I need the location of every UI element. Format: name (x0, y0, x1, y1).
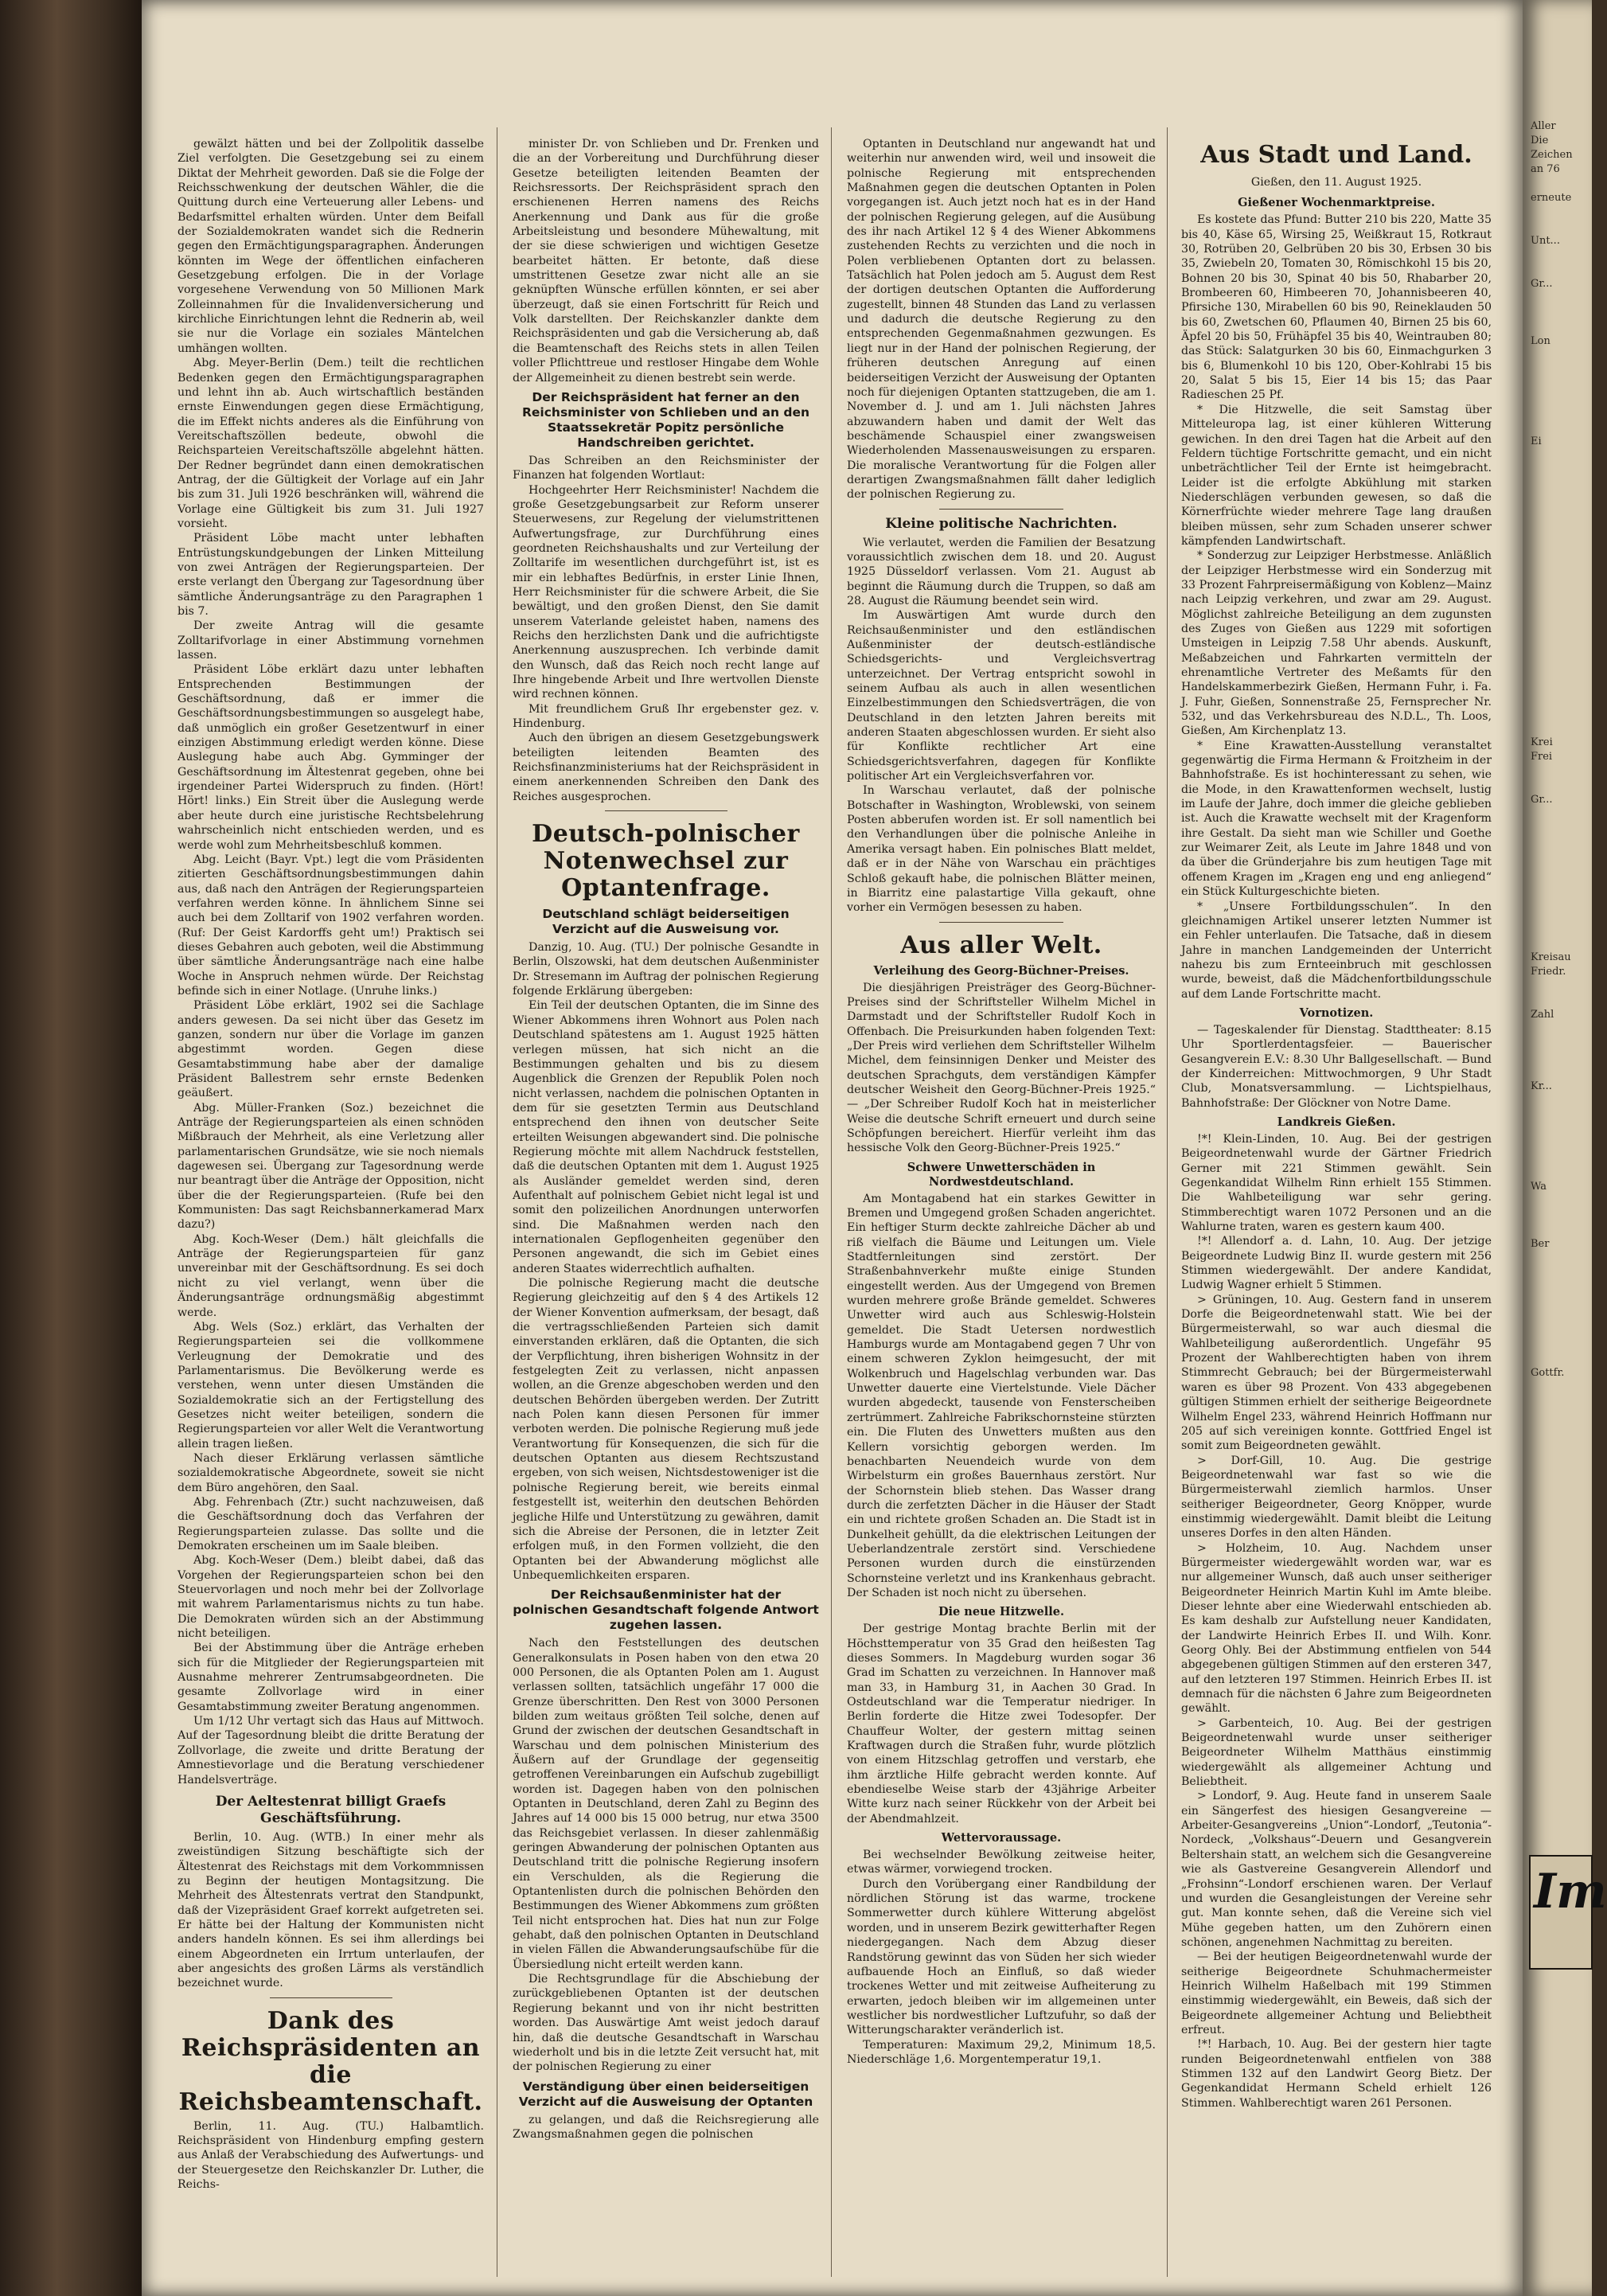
paragraph: * Die Hitzwelle, die seit Samstag über Mitteleuropa lag, ist einer kühleren Witterung gewichen. In den drei Tagen hat die Arbeit auf den Feldern tüchtige Fortschritte gemacht, und ein nicht unbeträchtlicher Teil der Ernte ist heimgebracht. Leider ist die erfolgte Abkühlung mit starken Niederschlägen verbunden gewesen, so daß die Körnerfrüchte wieder mehrere Tage lang draußen bleiben müssen, sehr zum Schaden unserer schwer kämpfenden Landwirtschaft. (1181, 403, 1496, 548)
column-3-paragraphs-3 (847, 981, 1160, 1156)
subhead-wochenmarktpreise: Gießener Wochenmarktpreise. (1238, 196, 1435, 210)
paragraph: Danzig, 10. Aug. (TU.) Der polnische Gesandte in Berlin, Olszowski, hat dem deutschen Außenminister Dr. Stresemann im Auftrag der polnischen Regierung folgende Erklärung übergeben: (513, 941, 823, 998)
adjacent-page-fragment: Zeichen (1531, 149, 1573, 161)
paragraph: Abg. Leicht (Bayr. Vpt.) legt die vom Präsidenten zitierten Geschäftsordnungsbestimmungen dahin aus, daß nach den Anträgen der Regierungsparteien verfahren werden könne. In ähnlichem Sinne sei auch bei dem Zolltarif von 1902 verfahren worden. (Ruf: Der Geist Kardorffs geht um!) Praktisch sei dieses Gebahren auch geboten, weil die Abstimmung über sämtliche Änderungsanträge nach eine halbe Woche in Anspruch nehmen würde. Der Reichstag befinde sich in einer Notlage. (Unruhe links.) (177, 853, 488, 998)
paragraph: !*! Harbach, 10. Aug. Bei der gestern hier tagte runden Beigeordnetenwahl entfielen von 388 Stimmen 132 auf den Landwirt Georg Bietz. Der Gegenkandidat Hermann Scheld erhielt 126 Stimmen. Wahlberechtigt waren 261 Personen. (1181, 2038, 1496, 2110)
adjacent-page-fragment: Frei (1531, 751, 1553, 763)
adjacent-page-fragment: Kreisau (1531, 951, 1571, 963)
adjacent-page-advertisement (1529, 1855, 1607, 1970)
paragraph: Ein Teil der deutschen Optanten, die im Sinne des Wiener Abkommens ihren Wohnort aus Polen nach Deutschland spätestens am 1. August 1925 hätten verlegen müssen, hat sich nicht an die Bestimmungen gehalten und bis zu diesem Augenblick die Grenzen der Republik Polen noch nicht verlassen, nachdem die polnischen Optanten in dem für sie gesetzten Termin aus Deutschland entsprechend den ihnen von deutscher Seite erteilten Weisungen abgewandert sind. Die polnische Regierung möchte mit allem Nachdruck feststellen, daß die deutschen Optanten mit dem 1. August 1925 als Ausländer gemeldet werden sind, deren Aufenthalt auf polnischem Gebiet nicht legal ist und somit den polizeilichen Anordnungen unterworfen sind. Die Maßnahmen werden nach den internationalen Gepflogenheiten gegenüber den Personen angewandt, die sich im Gebiet eines anderen Staates widerrechtlich aufhalten. (513, 999, 823, 1275)
column-3-paragraphs-6 (847, 1848, 1160, 2067)
adjacent-page-fragment: Friedr. (1531, 966, 1566, 978)
dateline: Gießen, den 11. August 1925. (1250, 176, 1422, 189)
paragraph: — Tageskalender für Dienstag. Stadttheater: 8.15 Uhr Sportlerdentagsfeier. — Bauerischer Gesangverein E.V.: 8.30 Uhr Ballgesellschaft. — Bund der Kinderreichen: Mittwochmorgen, 9 Uhr Stadt Club, Monatsversammlung. — Lichtspielhaus, Bahnhofstraße: Der Glöckner von Notre Dame. (1181, 1023, 1496, 1110)
paragraph: Um 1/12 Uhr vertagt sich das Haus auf Mittwoch. Auf der Tagesordnung bleibt die dritte Beratung der Zollvorlage, die zweite und dritte Beratung der Amnestievorlage und die Beratung verschiedener Handelsverträge. (177, 1715, 488, 1786)
column-rule (831, 127, 832, 2277)
paragraph: Nach den Feststellungen des deutschen Generalkonsulats in Posen haben von den etwa 20 000 Personen, die als Optanten Polen am 1. August verlassen sollten, tatsächlich ungefähr 17 000 die Grenze überschritten. Den Rest von 3000 Personen bilden zum weitaus größten Teil solche, denen auf Grund der zwischen der deutschen Gesandtschaft in Warschau und dem polnischen Ministerium des Äußern auf der Grundlage der gegenseitig getroffenen Vereinbarungen ein Aufschub zugebilligt worden ist. Dagegen haben von den polnischen Optanten in Deutschland, deren Zahl zu Beginn des Jahres auf 14 000 bis 15 000 betrug, nur etwa 3500 das Reichsgebiet verlassen. In dieser zahlenmäßig geringen Abwanderung der polnischen Optanten aus Deutschland tritt die polnische Regierung insofern ein Verschulden, als die Regierung die Optantenlisten durch die polnischen Behörden den Bestimmungen des Wiener Abkommens zum größten Teil nicht entsprochen hat. Dies hat nun zur Folge gehabt, daß den polnischen Optanten in Deutschland in vielen Fällen die Abwanderungsaufschübe für die Übersiedlung nicht erteilt werden kann. (513, 1637, 823, 1971)
paragraph: Temperaturen: Maximum 29,2, Minimum 18,5. Niederschläge 1,6. Morgentemperatur 19,1. (847, 2038, 1160, 2066)
adjacent-page-fragment: Zahl (1531, 1009, 1554, 1021)
adjacent-page-fragment: Gottfr. (1531, 1367, 1565, 1379)
paragraph: Bei wechselnder Bewölkung zeitweise heiter, etwas wärmer, vorwiegend trocken. (847, 1849, 1160, 1876)
advertisement-lettering: Im (1534, 1864, 1607, 1919)
column-2-paragraphs-2 (513, 940, 823, 1583)
book-spine (0, 0, 142, 2296)
paragraph: Wie verlautet, werden die Familien der Besatzung voraussichtlich zwischen dem 18. und 20. August 1925 Düsseldorf verlassen. Vom 21. August ab beginnt die Räumung durch die Truppen, so daß am 28. August die Räumung beendet sein wird. (847, 536, 1160, 607)
heading-aus-aller-welt: Aus aller Welt. (900, 931, 1102, 959)
paragraph: * „Unsere Fortbildungsschulen“. In den gleichnamigen Artikel unserer letzten Nummer ist ein Fehler unterlaufen. Die Tatsache, daß in diesem Jahre in manchen Landgemeinden der Unterricht nahezu bis zum Ernteeinbruch mit geschlossen wurde, beweist, daß die Mädchenfortbildungsschule auf dem Lande Fortschritte macht. (1181, 900, 1496, 1001)
column-1 (177, 137, 488, 2278)
paragraph: > Garbenteich, 10. Aug. Bei der gestrigen Beigeordnetenwahl wurde unser seitheriger Beigeordneter Wilhelm Matthäus einstimmig wiedergewählt als allgemeiner Achtung und Beliebtheit. (1181, 1716, 1496, 1789)
column-2-paragraphs-4 (513, 2113, 823, 2142)
heading-aeltestenrat: Der Aeltestenrat billigt Graefs Geschäftsführung. (215, 1793, 447, 1826)
adjacent-page-text (1531, 119, 1586, 1380)
adjacent-page-fragment: erneute (1531, 192, 1572, 204)
paragraph: gewälzt hätten und bei der Zollpolitik dasselbe Ziel verfolgten. Die Gesetzgebung sei zu einem Diktat der Mehrheit geworden. Daß sie die Folge der Reichsschwenkung der deutschen Wähler, die die Quittung durch eine Verteuerung aller Lebens- und Bedarfsmittel erhalten würden. Unter dem Beifall der Sozialdemokraten wandet sich die Rednerin gegen den Ermächtigungsparagraphen. Änderungen könnten im Wege der öffentlichen einfacheren Gesetzgebung erfolgen. Die in der Vorlage vorgesehene Verwendung von 50 Millionen Mark Zolleinnahmen für die Invalidenversicherung und kirchliche Einrichtungen lehnt die Rednerin ab, weil sie nur die Vorlage ein soziales Mäntelchen umhängen wollten. (177, 138, 488, 355)
adjacent-page-fragment: Ei (1531, 435, 1542, 447)
paragraph: Abg. Meyer-Berlin (Dem.) teilt die rechtlichen Bedenken gegen den Ermächtigungsparagraphen und lehnt ihn ab. Auch wirtschaftlich beständen ernste Einwendungen gegen diese Ermächtigung, die im Effekt nichts anderes als die Einführung von Vereitschaftszöllen bedeute, obwohl die Reichsparteien Vereitschaftszölle abgelehnt hätten. Der Redner begründet dann einen demokratischen Antrag, der die Gültigkeit der Vorlage auf ein Jahr bis zum 31. Juli 1926 beschränken will, während die Vorlage eine Gültigkeit bis zum 31. Juli 1927 vorsieht. (177, 357, 488, 530)
paragraph: Optanten in Deutschland nur angewandt hat und weiterhin nur anwenden wird, weil und insoweit die polnische Regierung mit entsprechenden Maßnahmen gegen die deutschen Optanten in Polen vorgegangen ist. Auch jetzt noch hat es in der Hand der polnischen Regierung gelegen, auf die Ausübung des ihr nach Artikel 12 § 4 des Wiener Abkommens zustehenden Rechts zu verzichten und die noch in Polen verbliebenen Optanten dort zu belassen. Tatsächlich hat Polen jedoch am 5. August dem Rest der dortigen deutschen Optanten die Aufforderung zugestellt, binnen 48 Stunden das Land zu verlassen und dadurch die deutsche Regierung zu den entsprechenden Gegenmaßnahmen gezwungen. Es liegt nur in der Hand der polnischen Regierung, der früheren deutschen Anregung auf einen beiderseitigen Verzicht der Ausweisung der Optanten noch für diejenigen Optanten stattzugeben, die am 1. November d. J. und am 1. Juli nächsten Jahres abzuwandern haben und damit der Welt das beschämende Schauspiel einer zwangsweisen Wiederholenden Massenausweisungen zu ersparen. Die moralische Verantwortung für die Folgen aller derartigen Zwangsmaßnahmen fällt daher lediglich der polnischen Regierung zu. (847, 138, 1160, 502)
heading-kleine-nachrichten: Kleine politische Nachrichten. (885, 515, 1117, 532)
paragraph: Es kostete das Pfund: Butter 210 bis 220, Matte 35 bis 40, Käse 65, Wirsing 25, Weißkraut 15, Rotkraut 30, Rotrüben 20, Gelbrüben 20 bis 30, Erbsen 30 bis 35, Zwiebeln 20, Tomaten 30, Römischkohl 15 bis 20, Bohnen 20 bis 30, Spinat 40 bis 50, Rhabarber 20, Brombeeren 60, Himbeeren 70, Johannisbeeren 40, Pfirsiche 130, Mirabellen 60 bis 90, Reineklauden 50 bis 60, Zwetschen 60, Pflaumen 40, Birnen 25 bis 60, Äpfel 20 bis 50, Frühäpfel 35 bis 40, Weintrauben 80; das Stück: Salatgurken 30 bis 60, Einmachgurken 3 bis 6, Blumenkohl 10 bis 120, Ober-Kohlrabi 15 bis 20, Salat 5 bis 15, Eier 14 bis 15; das Paar Radieschen 25 Pf. (1181, 213, 1496, 402)
adjacent-page-fragment: Unt... (1531, 235, 1560, 247)
adjacent-page-edge (1523, 0, 1607, 2296)
paragraph: Hochgeehrter Herr Reichsminister! Nachdem die große Gesetzgebungsarbeit zur Reform unserer Steuerwesens, zur Regelung der vielumstrittenen Aufwertungsfrage, zur Durchführung eines geordneten Reichshaushalts und zur Verteilung der Zolltarife im wesentlichen durchgeführt ist, ist es mir ein lebhaftes Bedürfnis, in erster Linie Ihnen, Herr Reichsminister für die schwere Arbeit, die Sie bewältigt, und den großen Dienst, den Sie damit unserem Vaterlande geleistet haben, namens des Reichs den herzlichsten Dank und die aufrichtigste Anerkennung auszusprechen. Ich verbinde damit den Wunsch, daß das Reich noch recht lange auf Ihre hingebende Arbeit und Ihre wertvollen Dienste wird rechnen können. (513, 483, 823, 701)
adjacent-page-fragment: Gr... (1531, 794, 1553, 806)
paragraph: Der gestrige Montag brachte Berlin mit der Höchsttemperatur von 35 Grad den heißesten Tag dieses Sommers. In Magdeburg wurden sogar 36 Grad im Schatten zu verzeichnen. In Hannover maß man 33, in Hamburg 31, in Aachen 30 Grad. In Ostdeutschland war die Temperatur niedriger. In Berlin forderte die Hitze zwei Todesopfer. Der Chauffeur Wolter, der gestern mittag seinen Kraftwagen durch die Straßen fuhr, wurde plötzlich von einem Hitzschlag getroffen und verstarb, ehe ihm ärztliche Hilfe gebracht werden konnte. Auf ebendieselbe Weise starb der 43jährige Arbeiter Witte kurz nach seiner Rückkehr von der Arbeit bei der Abendmahlzeit. (847, 1622, 1160, 1825)
subhead-verzicht: Deutschland schlägt beiderseitigen Verzicht auf die Ausweisung vor. (542, 907, 790, 937)
paragraph: * Eine Krawatten-Ausstellung veranstaltet gegenwärtig die Firma Hermann & Froitzheim in der Bahnhofstraße. Es ist hochinteressant zu sehen, wie die Mode, in den Krawattenformen wechselt, lustig im Laufe der Jahre, doch immer die gleiche geblieben ist. Auch die Krawatte wechselt mit der Kragenform ihre Gestalt. Da sieht man wie Schiller und Goethe zur Weimarer Zeit, als Leute im Jahre 1848 und von da über die Gründerjahre bis zum heutigen Tage mit offenem Kragen im „Kragen eng und eng anliegend“ ein Stück Kulturgeschichte bieten. (1181, 739, 1496, 899)
column-3 (847, 137, 1160, 2278)
adjacent-page-fragment: Kr... (1531, 1080, 1552, 1092)
adjacent-page-fragment: Wa (1531, 1181, 1547, 1193)
paragraph: Präsident Löbe erklärt dazu unter lebhaften Entsprechenden Bestimmungen der Geschäftsordnung, daß er immer die Geschäftsordnungsbestimmungen so ausgelegt habe, daß unmöglich ein großer Gesetzentwurf in einer einzigen Abstimmung erledigt werden könne. Diese Auslegung habe auch Abg. Gymminger der Geschäftsordnung im Ältestenrat gegeben, ohne bei irgendeiner Partei Widerspruch zu finden. (Hört! Hört! links.) Ein Streit über die Auslegung werde aber heute durch eine juristische Rechtsbelehrung wahrscheinlich nicht entschieden werden, und es werde wohl zum Mehrheitsbeschluß kommen. (177, 663, 488, 852)
subhead-unwetter: Schwere Unwetterschäden in Nordwestdeutschland. (907, 1160, 1096, 1189)
column-3-paragraphs-4 (847, 1192, 1160, 1601)
adjacent-page-fragment: Gr... (1531, 278, 1553, 290)
paragraph: Am Montagabend hat ein starkes Gewitter in Bremen und Umgegend großen Schaden angerichtet. Ein heftiger Sturm deckte zahlreiche Dächer ab und riß vielfach die Bäume und Leitungen um. Viele Stadtfernleitungen sind zerstört. Der Straßenbahnverkehr mußte einige Stunden eingestellt werden. Aus der Umgegend von Bremen wurden mehrere große Brände gemeldet. Schweres Unwetter wird auch aus Schleswig-Holstein gemeldet. Die Stadt Uetersen nordwestlich Hamburgs wurde am Montagabend gegen 7 Uhr von einem schweren Zyklon heimgesucht, der mit Wolkenbruch und Hagelschlag verbunden war. Das Unwetter dauerte eine Viertelstunde. Viele Dächer wurden abgedeckt, tausende von Fensterscheiben zertrümmert. Zahlreiche Fabrikschornsteine stürzten ein. Die Fluten des Unwetters mußten aus den Kellern vorsichtig geborgen werden. Im benachbarten Neuendeich wurde von dem Wirbelsturm ein großes Bauernhaus zerstört. Nur der Schornstein blieb stehen. Das Wasser drang durch die zerfetzten Dächer in die Häuser der Stadt ein und richtete großen Schaden an. Die Stadt ist in Dunkelheit gehüllt, da die elektrischen Leitungen der Ueberlandzentrale zerstört sind. Verschiedene Personen wurden durch die einstürzenden Schornsteine verletzt und ins Krankenhaus gebracht. Der Schaden ist noch nicht zu übersehen. (847, 1192, 1160, 1599)
column-2 (513, 137, 823, 2278)
subhead-wettervoraussage: Wettervoraussage. (941, 1831, 1062, 1845)
paragraph: Berlin, 11. Aug. (TU.) Halbamtlich. Reichspräsident von Hindenburg empfing gestern aus Anlaß der Verabschiedung des Aufwertungs- und der Steuergesetze den Reichskanzler Dr. Luther, die Reichs- (177, 2119, 488, 2191)
paragraph: Abg. Koch-Weser (Dem.) bleibt dabei, daß das Vorgehen der Regierungsparteien schon bei den Steuervorlagen und noch mehr bei der Zollvorlage mit wahrem Parlamentarismus nichts zu tun habe. Die Demokraten würden sich an der Abstimmung nicht beteiligen. (177, 1554, 488, 1641)
heading-aus-stadt-und-land: Aus Stadt und Land. (1200, 141, 1472, 169)
column-2-paragraphs (513, 137, 823, 385)
heading-dank-reichspraesident: Dank des Reichspräsidenten an die Reichsbeamtenschaft. (178, 2006, 483, 2116)
column-2-paragraphs-3 (513, 1636, 823, 2074)
paragraph: * Sonderzug zur Leipziger Herbstmesse. Anläßlich der Leipziger Herbstmesse wird ein Sonderzug mit 33 Prozent Fahrpreisermäßigung von Koblenz—Mainz nach Leipzig verkehren, und zwar am 29. August. Möglichst zahlreiche Beteiligung an dem zugunsten des Zuges von Gießen aus 1229 mit sofortigen Umsteigen in Leipzig 7.58 Uhr abends. Auskunft, Meßabzeichen und Fahrkarten vermitteln der ehrenamtliche Vertreter des Meßamts für den Handelskammerbezirk Gießen, Hermann Fuhr, i. Fa. J. Fuhr, Gießen, Sonnenstraße 25, Fernsprecher Nr. 532, und das Verkehrsbureau des N.D.L., Th. Loos, Gießen, Am Kirchenplatz 13. (1181, 549, 1496, 738)
adjacent-page-fragment: Ber (1531, 1238, 1550, 1250)
paragraph: > Dorf-Gill, 10. Aug. Die gestrige Beigeordnetenwahl war fast so wie die Bürgermeisterwahl ziemlich harmlos. Unser seitheriger Beigeordneter, Georg Knöpper, wurde einstimmig wiedergewählt. Damit bleibt die Leitung unseres Dorfes in den alten Händen. (1181, 1454, 1496, 1540)
separator (605, 810, 727, 811)
column-3-paragraphs (847, 137, 1160, 502)
adjacent-page-fragment: an 76 (1531, 163, 1560, 175)
paragraph: Mit freundlichem Gruß Ihr ergebenster gez. v. Hindenburg. (513, 702, 823, 731)
paragraph: !*! Klein-Linden, 10. Aug. Bei der gestrigen Beigeordnetenwahl wurde der Gärtner Friedrich Gerner mit 221 Stimmen gewählt. Sein Gegenkandidat Wilhelm Rinn erhielt 155 Stimmen. Die Wahlbeteiligung war sehr gering. Stimmberechtigt waren 1072 Personen und an die Wahlurne traten, waren es gestern kaum 400. (1181, 1132, 1496, 1234)
adjacent-page-fragment: Aller (1531, 120, 1556, 132)
paragraph: Der zweite Antrag will die gesamte Zolltarifvorlage in einer Abstimmung vornehmen lassen. (177, 619, 488, 662)
subhead-handschreiben: Der Reichspräsident hat ferner an den Reichsminister von Schlieben und an den Staatssekretär Popitz persönliche Handschreiben gerichtet. (521, 389, 810, 450)
subhead-vornotizen: Vornotizen. (1299, 1005, 1374, 1020)
subhead-verstaendigung: Verständigung über einen beiderseitigen Verzicht auf die Ausweisung der Optanten (518, 2079, 813, 2109)
separator (939, 509, 1063, 510)
paragraph: — Bei der heutigen Beigeordnetenwahl wurde der seitherige Beigeordnete Schuhmachermeister Heinrich Wilhelm Haßelbach mit 199 Stimmen einstimmig wiedergewählt, ein Beweis, daß sich der Beigeordnete allgemeiner Achtung und Beliebtheit erfreut. (1181, 1950, 1496, 2036)
paragraph: > Grüningen, 10. Aug. Gestern fand in unserem Dorfe die Beigeordnetenwahl statt. Wie bei der Bürgermeisterwahl, so war auch diesmal die Wahlbeteiligung außerordentlich. Ungefähr 95 Prozent der Wahlberechtigten haben von ihrem Stimmrecht Gebrauch; bei der Bürgermeisterwahl waren es über 98 Prozent. Von 433 abgegebenen gültigen Stimmen erhielt der seitherige Beigeordnete Wilhelm Engel 233, während Heinrich Hoffmann nur 205 auf sich vereinigen konnte. Gottfried Engel ist somit zum Beigeordneten gewählt. (1181, 1293, 1496, 1453)
paragraph: minister Dr. von Schlieben und Dr. Frenken und die an der Vorbereitung und Durchführung dieser Gesetze beteiligten leitenden Beamten der Reichsressorts. Der Reichspräsident sprach den erschienenen Herren namens des Reichs Anerkennung und Dank aus für die große Arbeitsleistung und besondere Mühewaltung, mit der sie diese schwierigen und wichtigen Gesetze bearbeitet hätten. Er betonte, daß diese umstrittenen Gesetze zwar nicht alle an sie geknüpften Wünsche erfüllen könnten, er sei aber überzeugt, daß sie einen Fortschritt für Reich und Volk darstellten. Der Reichskanzler dankte dem Reichspräsidenten und gab die Versicherung ab, daß die Beamtenschaft des Reichs stets in allen Teilen voller Pflichttreue und restloser Hingabe dem Wohle der Allgemeinheit zu dienen bestrebt sein werde. (513, 138, 823, 385)
column-4-paragraphs-3 (1181, 1023, 1496, 1111)
column-1-paragraphs-3 (177, 2119, 488, 2193)
heading-notenwechsel: Deutsch-polnischer Notenwechsel zur Optantenfrage. (532, 820, 800, 903)
paragraph: Im Auswärtigen Amt wurde durch den Reichsaußenminister und den estländischen Außenminister der deutsch-estländische Schiedsgerichts- und Vergleichsvertrag unterzeichnet. Der Vertrag entspricht sowohl in seinem Aufbau als auch in allen wesentlichen Einzelbestimmungen den Schiedsverträgen, die von Deutschland in den letzten Jahren bereits mit anderen Staaten abgeschlossen wurden. Er sieht also für Konflikte rechtlicher Art eine Schiedsgerichtsverfahren, dagegen für Konflikte politischer Art ein Vergleichsverfahren vor. (847, 609, 1160, 783)
adjacent-page-fragment: Lon (1531, 335, 1550, 347)
paragraph: Nach dieser Erklärung verlassen sämtliche sozialdemokratische Abgeordnete, soweit sie nicht dem Büro angehören, den Saal. (177, 1451, 488, 1494)
paragraph: Auch den übrigen an diesem Gesetzgebungswerk beteiligten leitenden Beamten des Reichsfinanzministeriums hat der Reichspräsident in einem anerkennenden Schreiben den Dank des Reiches ausgesprochen. (513, 732, 823, 803)
paragraph: Durch den Vorübergang einer Randbildung der nördlichen Störung ist das warme, trockene Sommerwetter durch kühlere Witterung abgelöst worden, und in unserem Bezirk gewitterhafter Regen niedergegangen. Nach dem Abzug dieser Randstörung gewinnt das von Süden her sich wieder aufbauende Hoch an Einfluß, so daß wieder trockenes Wetter und mit zeitweise Aufheiterung zu erwarten, jedoch bleiben wir im allgemeinen unter westlicher bis nordwestlicher Luftzufuhr, so daß der Witterungscharakter veränderlich ist. (847, 1877, 1160, 2037)
paragraph: Die diesjährigen Preisträger des Georg-Büchner-Preises sind der Schriftsteller Wilhelm Michel in Darmstadt und der Schriftsteller Rudolf Koch in Offenbach. Die Preisurkunden haben folgenden Text: „Der Preis wird verliehen dem Schriftsteller Wilhelm Michel, dem feinsinnigen Denker und Meister des deutschen Sprachguts, dem verständigen Kämpfer deutscher Weisheit den Georg-Büchner-Preis 1925.“ — „Der Schreiber Rudolf Koch hat in meisterlicher Weise die deutsche Schrift erneuert und durch seine Schöpfungen bereichert. Hierfür verleiht ihm das hessische Volk den Georg-Büchner-Preis 1925.“ (847, 981, 1160, 1155)
subhead-hitzwelle: Die neue Hitzwelle. (938, 1605, 1065, 1619)
column-4-paragraphs-2 (1181, 403, 1496, 1002)
paragraph: zu gelangen, und daß die Reichsregierung alle Zwangsmaßnahmen gegen die polnischen (513, 2113, 823, 2141)
adjacent-page-fragment: Krei (1531, 736, 1553, 748)
paragraph: Berlin, 10. Aug. (WTB.) In einer mehr als zweistündigen Sitzung beschäftigte sich der Ältestenrat des Reichstags mit dem Vorkommnissen zu Beginn der heutigen Montagsitzung. Die Mehrheit des Ältestenrats vertrat den Standpunkt, daß der Vizepräsident Graef korrekt aufgetreten sei. Er hätte bei der Haltung der Kommunisten nicht anders handeln können. Es sei ihm allerdings bei einem Abgeordneten ein Irrtum unterlaufen, der aber angesichts des großen Lärms als verständlich bezeichnet wurde. (177, 1830, 488, 1990)
column-4 (1181, 137, 1496, 2278)
paragraph: > Londorf, 9. Aug. Heute fand in unserem Saale ein Sängerfest des hiesigen Gesangvereine — Arbeiter-Gesangvereins „Union“-Londorf, „Teutonia“-Nordeck, „Volkshaus“-Deuern und Gesangverein Beltershain statt, an welchem sich die Gesangvereine wie als Gastvereine Gesangverein Allendorf und „Frohsinn“-Londorf erschienen waren. Der Verlauf und wurden die Gesangleistungen der Vereine sehr gut. Man konnte sehen, daß die Vereine sich viel Mühe gegeben hatten, um den Zuhörern einen schönen, angenehmen Nachmittag zu bereiten. (1181, 1790, 1496, 1949)
subhead-antwort: Der Reichsaußenminister hat der polnischen Gesandtschaft folgende Antwort zugehen lassen. (513, 1587, 819, 1633)
subhead-landkreis: Landkreis Gießen. (1277, 1115, 1396, 1129)
paragraph: Das Schreiben an den Reichsminister der Finanzen hat folgenden Wortlaut: (513, 454, 823, 482)
paragraph: Die polnische Regierung macht die deutsche Regierung gleichzeitig auf den § 4 des Artikels 12 der Wiener Konvention aufmerksam, der besagt, daß die vertragsschließenden Parteien sich damit einverstanden erklären, daß die Optanten, die sich der Verpflichtung, ihren bisherigen Wohnsitz in der festgelegten Zeit zu verlassen, nicht anpassen wollen, an die Grenze abgeschoben werden und den deutschen Behörden übergeben werden. Der Zutritt nach Polen kann diesen Personen für immer verboten werden. Die polnische Regierung muß jede Verantwortung für Konsequenzen, die sich für die deutschen Optanten aus diesem Rechtszustand ergeben, von sich weisen, Nichtsdestoweniger ist die polnische Regierung bereit, wie bereits einmal festgestellt ist, weiterhin den deutschen Behörden jegliche Hilfe und Unterstützung zu gewähren, damit sich die Abreise der Personen, die in letzter Zeit erfolgen muß, in den Formen vollzieht, die den Optanten bei der Abwanderung möglichst alle Unbequemlichkeiten ersparen. (513, 1277, 823, 1582)
paragraph: Abg. Wels (Soz.) erklärt, das Verhalten der Regierungsparteien sei die vollkommene Verleugnung der Demokratie und des Parlamentarismus. Die Bevölkerung werde es verstehen, wenn unter diesen Umständen die Sozialdemokratie sich an der Fertigstellung des Gesetzes nicht weiter beteiligen, sondern die Regierungsparteien vor aller Welt die Verantwortung allein tragen ließen. (177, 1320, 488, 1451)
column-rule (1167, 127, 1168, 2277)
adjacent-page-fragment: Die (1531, 135, 1549, 146)
paragraph: Die Rechtsgrundlage für die Abschiebung der zurückgebliebenen Optanten ist der deutschen Regierung bekannt und von ihr nicht bestritten worden. Das Auswärtige Amt weist jedoch darauf hin, daß die deutsche Gesandtschaft in Warschau wiederholt und bis in die letzte Zeit versucht hat, mit der polnischen Regierung zu einer (513, 1973, 823, 2074)
separator (939, 922, 1063, 923)
subhead-buechner-preis: Verleihung des Georg-Büchner-Preises. (873, 963, 1129, 978)
column-2-paragraphs-1b (513, 454, 823, 804)
column-4-paragraphs-4 (1181, 1132, 1496, 2111)
paragraph: Bei der Abstimmung über die Anträge erheben sich für die Mitglieder der Regierungsparteien mit Ausnahme mehrerer Zentrumsabgeordneten. Die gesamte Zollvorlage wird in einer Gesamtabstimmung zweiter Beratung angenommen. (177, 1642, 488, 1713)
paragraph: > Holzheim, 10. Aug. Nachdem unser Bürgermeister wiedergewählt worden war, war es nur allgemeiner Wunsch, daß auch unser seitheriger Beigeordneter Heinrich Martin Kuhl im Amte bleibe. Dieser lehnte aber eine Wiederwahl entschieden ab. Es kam deshalb zur Aufstellung neuer Kandidaten, der Landwirte Heinrich Erbes II. und Wilh. Konr. Georg Ohly. Bei der Abstimmung entfielen von 544 abgegebenen gültigen Stimmen auf den ersteren 347, auf den letzteren 197 Stimmen. Heinrich Erbes II. ist demnach für die nächsten 6 Jahre zum Beigeordneten gewählt. (1181, 1541, 1496, 1716)
paragraph: Präsident Löbe erklärt, 1902 sei die Sachlage anders gewesen. Da sei nicht über das Gesetz im ganzen, sondern nur über die Vorlage im ganzen abgestimmt worden. Gegen diese Gesamtabstimmung habe aber der damalige Präsident Ballestrem sehr ernste Bedenken geäußert. (177, 999, 488, 1100)
separator (270, 1997, 392, 1998)
column-1-paragraphs (177, 137, 488, 1787)
column-3-paragraphs-2 (847, 536, 1160, 916)
paragraph: Abg. Müller-Franken (Soz.) bezeichnet die Anträge der Regierungsparteien als einen schnöden Mißbrauch der Mehrheit, als eine Verletzung aller parlamentarischen Grundsätze, wie sie noch niemals dagewesen sei. Übergang zur Tagesordnung werde nur beantragt über die Anträge der Opposition, nicht über die der Regierungsparteien. (Rufe bei den Kommunisten: Das sagt Reichsbannerkamerad Marx dazu?) (177, 1101, 488, 1232)
column-4-paragraphs-1 (1181, 213, 1496, 402)
column-1-paragraphs-2 (177, 1830, 488, 1991)
paragraph: !*! Allendorf a. d. Lahn, 10. Aug. Der jetzige Beigeordnete Ludwig Binz II. wurde gestern mit 256 Stimmen wiedergewählt. Der andere Kandidat, Ludwig Wagner erhielt 5 Stimmen. (1181, 1235, 1496, 1292)
paragraph: Abg. Koch-Weser (Dem.) hält gleichfalls die Anträge der Regierungsparteien für ganz unvereinbar mit der Geschäftsordnung. Es sei doch nicht zu viel verlangt, wenn über die Änderungsanträge ordnungsmäßig abgestimmt werde. (177, 1232, 488, 1319)
newspaper-page (142, 0, 1523, 2296)
paragraph: Abg. Fehrenbach (Ztr.) sucht nachzuweisen, daß die Geschäftsordnung doch das Verfahren der Regierungsparteien zulasse. Das sollte und die Demokraten erscheinen um im Saale bleiben. (177, 1495, 488, 1552)
column-3-paragraphs-5 (847, 1622, 1160, 1826)
paragraph: Präsident Löbe macht unter lebhaften Entrüstungskundgebungen der Linken Mitteilung von zwei Anträgen der Regierungsparteien. Der erste verlangt den Übergang zur Tagesordnung über sämtliche Änderungsanträge zu den Paragraphen 1 bis 7. (177, 532, 488, 618)
paragraph: In Warschau verlautet, daß der polnische Botschafter in Washington, Wroblewski, von seinem Posten abberufen worden ist. Er soll namentlich bei den Verhandlungen über die polnische Anleihe in Amerika versagt haben. Ein polnisches Blatt meldet, daß er in der Nähe von Warschau ein prächtiges Schloß gekauft habe, die polnischen Blätter meinen, in Biarritz eine palastartige Villa gekauft, ohne vorher ein Vermögen besessen zu haben. (847, 784, 1160, 915)
